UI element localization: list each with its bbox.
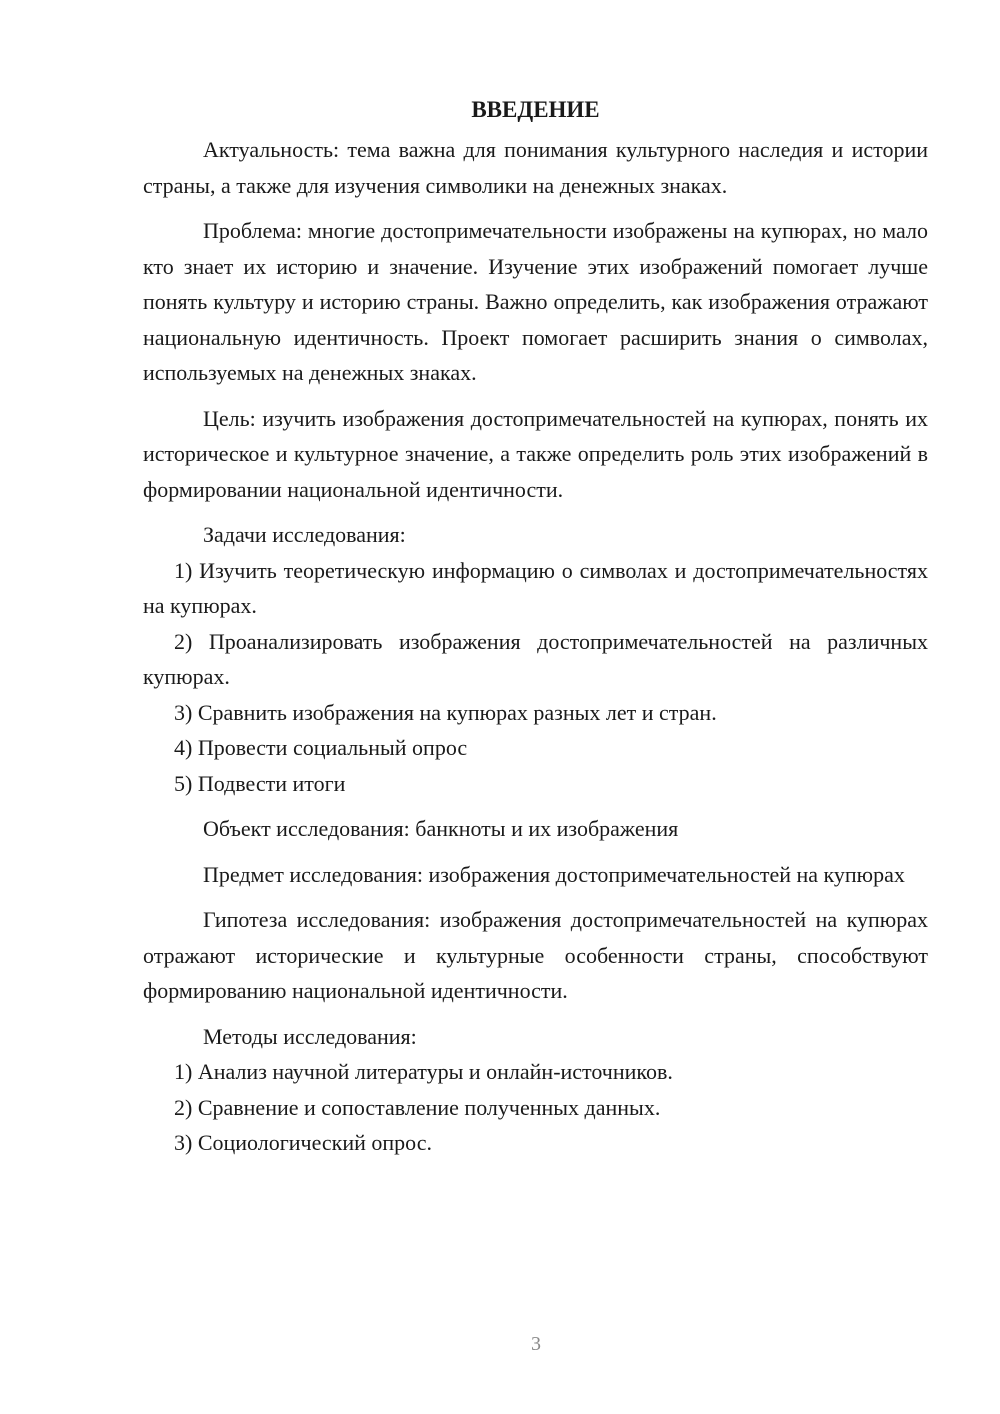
page-title: ВВЕДЕНИЕ bbox=[471, 97, 600, 122]
tasks-heading: Задачи исследования: bbox=[203, 522, 406, 547]
methods-heading: Методы исследования: bbox=[203, 1023, 417, 1049]
method-item: 3) Социологический опрос. bbox=[174, 1130, 432, 1155]
goal-paragraph: Цель: изучить изображения достопримечательностей на купюрах, понять их историческое и культурное значение, а также определить роль этих изображений в формировании национальной идентичности. bbox=[143, 405, 928, 502]
hypothesis-paragraph: Гипотеза исследования: изображения достопримечательностей на купюрах отражают исторические и культурные особенности страны, способствуют формированию национальной идентичности. bbox=[143, 907, 928, 1003]
subject-paragraph: Предмет исследования: изображения достопримечательностей на купюрах bbox=[203, 861, 905, 887]
task-item: 1) Изучить теоретическую информацию о символах и достопримечательностях на купюрах. bbox=[143, 557, 928, 618]
page-number: 3 bbox=[531, 1333, 541, 1355]
method-item: 2) Сравнение и сопоставление полученных данных. bbox=[174, 1094, 661, 1120]
problem-paragraph: Проблема: многие достопримечательности изображены на купюрах, но мало кто знает их историю и значение. Изучение этих изображений помогает лучше понять культуру и историю страны. Важно определить, как изображения отражают национальную идентичность. Проект помогает расширить знания о символах, используемых на денежных знаках. bbox=[143, 218, 928, 385]
task-item: 3) Сравнить изображения на купюрах разных лет и стран. bbox=[174, 699, 717, 725]
relevance-paragraph: Актуальность: тема важна для понимания культурного наследия и истории страны, а также для изучения символики на денежных знаках. bbox=[143, 137, 928, 198]
method-item: 1) Анализ научной литературы и онлайн-источников. bbox=[174, 1059, 673, 1084]
task-item: 4) Провести социальный опрос bbox=[174, 735, 468, 760]
object-paragraph: Объект исследования: банкноты и их изображения bbox=[203, 816, 679, 841]
task-item: 5) Подвести итоги bbox=[174, 770, 346, 796]
document-page bbox=[143, 92, 928, 1161]
task-item: 2) Проанализировать изображения достопримечательностей на различных купюрах. bbox=[143, 628, 928, 689]
